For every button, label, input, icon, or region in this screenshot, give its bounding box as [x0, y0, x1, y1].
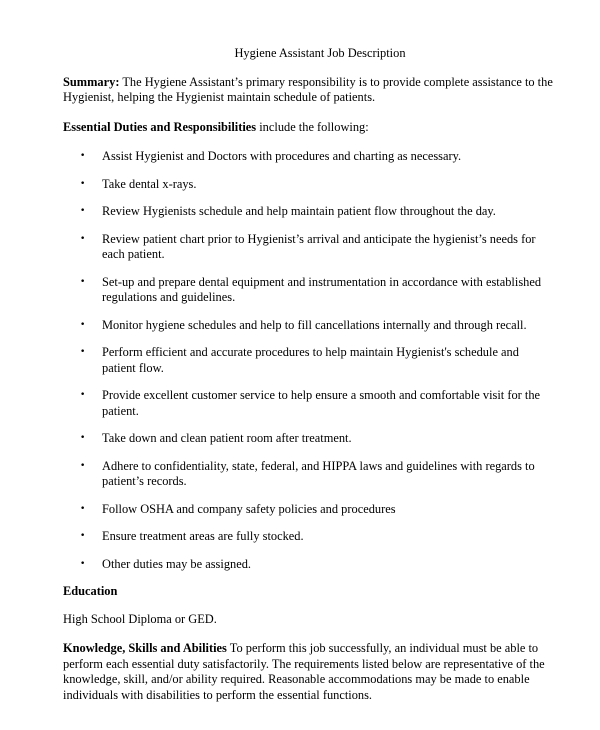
list-item [63, 204, 553, 220]
document-title: Hygiene Assistant Job Description [234, 46, 406, 60]
bullet-icon: • [80, 460, 86, 471]
list-item-text: Review Hygienists schedule and help maintain patient flow throughout the day. [102, 204, 496, 218]
list-item-text: Review patient chart prior to Hygienist’s arrival and anticipate the hygienist’s needs for each patient. [102, 231, 536, 261]
education-text: High School Diploma or GED. [63, 611, 217, 626]
list-item [63, 431, 553, 447]
summary-text: The Hygiene Assistant’s primary responsibility is to provide complete assistance to the Hygienist, helping the Hygienist maintain schedule of patients. [63, 74, 553, 104]
list-item-text: Ensure treatment areas are fully stocked. [102, 529, 304, 543]
list-item [63, 388, 553, 419]
list-item-text: Other duties may be assigned. [102, 556, 251, 571]
summary-label: Summary: [63, 74, 120, 89]
list-item [63, 529, 553, 545]
list-item [63, 459, 553, 490]
list-item-text: Follow OSHA and company safety policies and procedures [102, 501, 396, 516]
list-item-text: Perform efficient and accurate procedures to help maintain Hygienist's schedule and patient flow. [102, 345, 519, 375]
bullet-icon: • [80, 151, 86, 161]
list-item [63, 149, 553, 165]
knowledge-text: To perform this job successfully, an individual must be able to perform each essential duty satisfactorily. The requirements listed below are representative of the knowledge, skill, and/or ability required. Reasonable accommodations may be made to enable individuals with disabilities to perform the essential functions. [63, 641, 545, 702]
bullet-icon: • [80, 558, 86, 569]
list-item-text: Monitor hygiene schedules and help to fill cancellations internally and through recall. [102, 317, 527, 332]
knowledge-heading: Knowledge, Skills and Abilities [63, 641, 227, 655]
list-item-text: Set-up and prepare dental equipment and instrumentation in accordance with established regulations and guidelines. [102, 274, 542, 304]
list-item-text: Adhere to confidentiality, state, federal, and HIPPA laws and guidelines with regards to patient’s records. [102, 458, 535, 488]
list-item [63, 345, 553, 376]
list-item [63, 502, 553, 518]
bullet-icon: • [80, 276, 86, 287]
education-heading: Education [63, 584, 118, 598]
duties-intro-suffix: include the following: [256, 119, 369, 134]
list-item [63, 557, 553, 573]
document-page [63, 46, 553, 717]
list-item-text: Provide excellent customer service to help ensure a smooth and comfortable visit for the patient. [102, 388, 541, 418]
bullet-icon: • [80, 233, 86, 244]
knowledge-paragraph [63, 641, 553, 703]
list-item-text: Assist Hygienist and Doctors with procedures and charting as necessary. [102, 149, 462, 163]
summary-paragraph [63, 75, 553, 106]
duties-list [63, 149, 553, 572]
list-item-text: Take dental x-rays. [102, 176, 197, 191]
bullet-icon: • [80, 433, 86, 443]
bullet-icon: • [80, 319, 86, 330]
list-item [63, 318, 553, 334]
bullet-icon: • [80, 503, 86, 514]
bullet-icon: • [80, 390, 86, 400]
list-item [63, 232, 553, 263]
list-item [63, 177, 553, 193]
duties-heading: Essential Duties and Responsibilities [63, 119, 257, 134]
bullet-icon: • [80, 347, 86, 357]
list-item-text: Take down and clean patient room after treatment. [102, 431, 352, 445]
list-item [63, 275, 553, 306]
bullet-icon: • [80, 206, 86, 216]
duties-intro [63, 120, 553, 136]
bullet-icon: • [80, 531, 86, 541]
bullet-icon: • [80, 178, 86, 189]
